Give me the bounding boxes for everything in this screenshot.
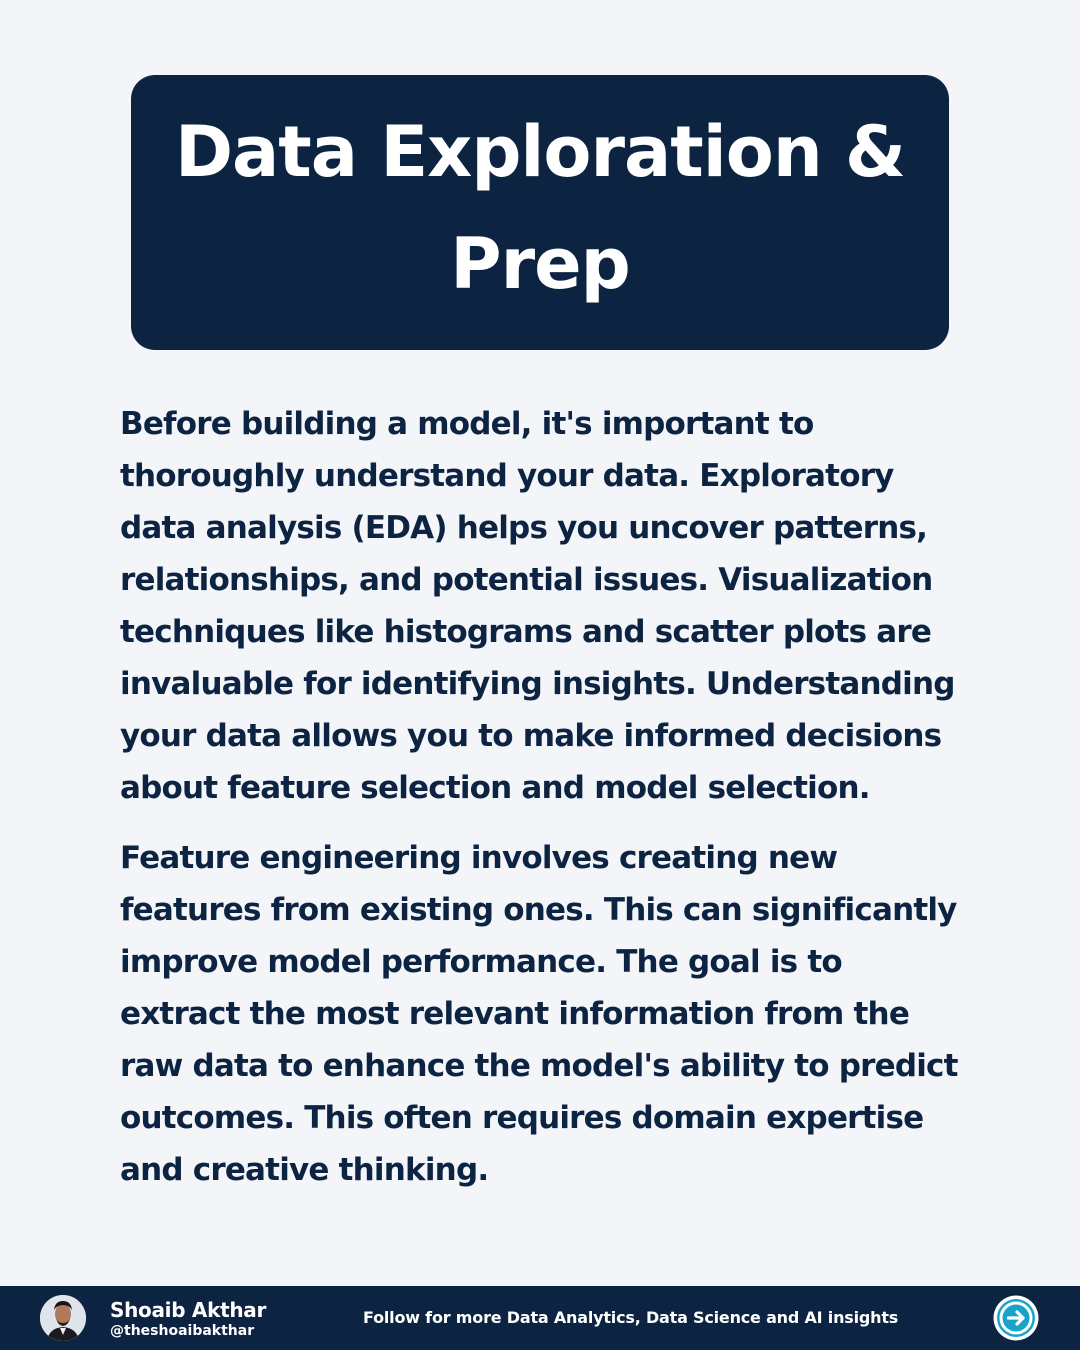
paragraph-feature-engineering: Feature engineering involves creating new features from existing ones. This can significantly improve model performance. The goal is to extract the most relevant information from the raw data to enhance the model's ability to predict outcomes. This often requires domain expertise and creative thinking. <box>120 840 958 1188</box>
person-avatar-icon <box>40 1295 86 1341</box>
footer-bar <box>0 1286 1080 1350</box>
next-button[interactable] <box>992 1294 1040 1342</box>
arrow-right-circle-icon <box>992 1294 1040 1342</box>
paragraph-eda: Before building a model, it's important to thoroughly understand your data. Exploratory data analysis (EDA) helps you uncover patterns, relationships, and potential issues. Visualization techniques like histograms and scatter plots are invaluable for identifying insights. Understanding your data allows you to make informed decisions about feature selection and model selection. <box>120 406 955 806</box>
author-handle: @theshoaibakthar <box>110 1323 255 1339</box>
body-text <box>120 398 970 1214</box>
title-card <box>131 75 949 350</box>
page-title: Data Exploration & Prep <box>174 110 906 305</box>
author-name: Shoaib Akthar <box>110 1298 267 1322</box>
follow-cta: Follow for more Data Analytics, Data Science and AI insights <box>363 1308 899 1327</box>
